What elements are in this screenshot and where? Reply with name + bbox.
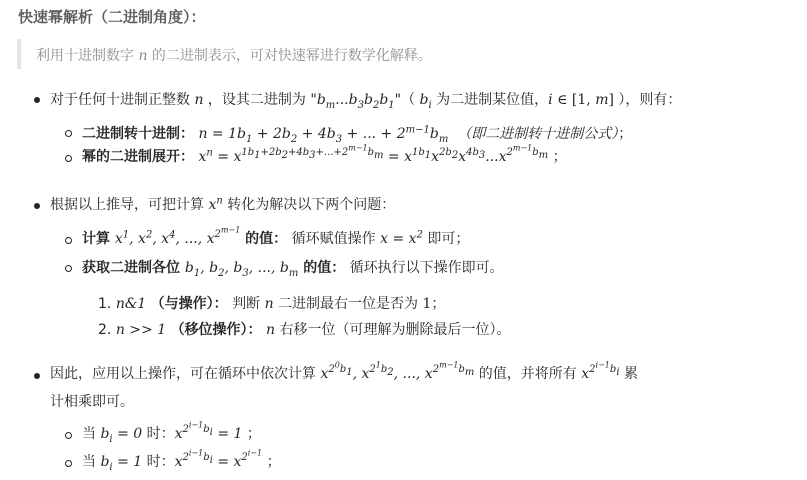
bullet-conclusion-line2: 计相乘即可。	[50, 394, 134, 410]
bullet-binary-definition: 对于任何十进制正整数 n ，设其二进制为 "$b_m...b_3b_2b_1$"（ $b_i$ 为二进制某位值，i ∈ [1, m] ），则有：	[50, 92, 682, 111]
bullet-reduction: 根据以上推导，可把计算 $x^n$ 转化为解决以下两个问题：	[50, 195, 396, 213]
bullet-dot	[34, 203, 40, 209]
binary-to-decimal-formula: 二进制转十进制： $n = 1b_1 + 2b_2 + 4b_3$ + ... + $2^{m-1}b_m$ （即二进制转十进制公式）；	[82, 124, 633, 145]
sub-bullet-ring	[65, 432, 72, 439]
blockquote-text: 利用十进制数字 n 的二进制表示，可对快速幂进行数学化解释。	[36, 48, 432, 64]
sub-bullet-ring	[65, 265, 72, 272]
get-binary-bits-item: 获取二进制各位 $b_1$, $b_2$, $b_3$, ..., $b_m$ 的值： 循环执行以下操作即可。	[82, 260, 504, 279]
sub-bullet-ring	[65, 130, 72, 137]
case-bit-zero: 当 $b_i = 0$ 时：$x^{2^{i-1}b_i} = 1$ ；	[82, 421, 261, 445]
bullet-dot	[34, 373, 40, 379]
sub-bullet-ring	[65, 237, 72, 244]
power-binary-expansion: 幂的二进制展开： $x^n = x^{1b_1+2b_2+4b_3+...+2^{m-1}b_m} = x^{1b_1}x^{2b_2}x^{4b_3}...x^{2^{m-1}b_m}$ ；	[82, 144, 567, 165]
sub-bullet-ring	[65, 155, 72, 162]
bullet-conclusion: 因此，应用以上操作，可在循环中依次计算 $x^{2^0b_1}$, $x^{2^1b_2}$, ..., $x^{2^{m-1}b_m}$ 的值，并将所有 $x^{2^{i-1}b_i}$ 累	[50, 361, 638, 382]
bullet-dot	[34, 97, 40, 103]
ordered-item-and: 1. n&1 （与操作）： 判断 n 二进制最右一位是否为 1；	[98, 296, 446, 312]
case-bit-one: 当 $b_i = 1$ 时：$x^{2^{i-1}b_i} = x^{2^{i-1}}$ ；	[82, 449, 281, 473]
section-title: 快速幂解析（二进制角度）：	[18, 8, 206, 26]
sub-bullet-ring	[65, 460, 72, 467]
compute-powers-item: 计算 $x^1$, $x^2$, $x^4$, ..., $x^{2^{m-1}}$ 的值： 循环赋值操作 $x = x^2$ 即可；	[82, 226, 470, 247]
ordered-item-shift: 2. n >> 1 （移位操作）： n 右移一位（可理解为删除最后一位）。	[98, 322, 511, 338]
